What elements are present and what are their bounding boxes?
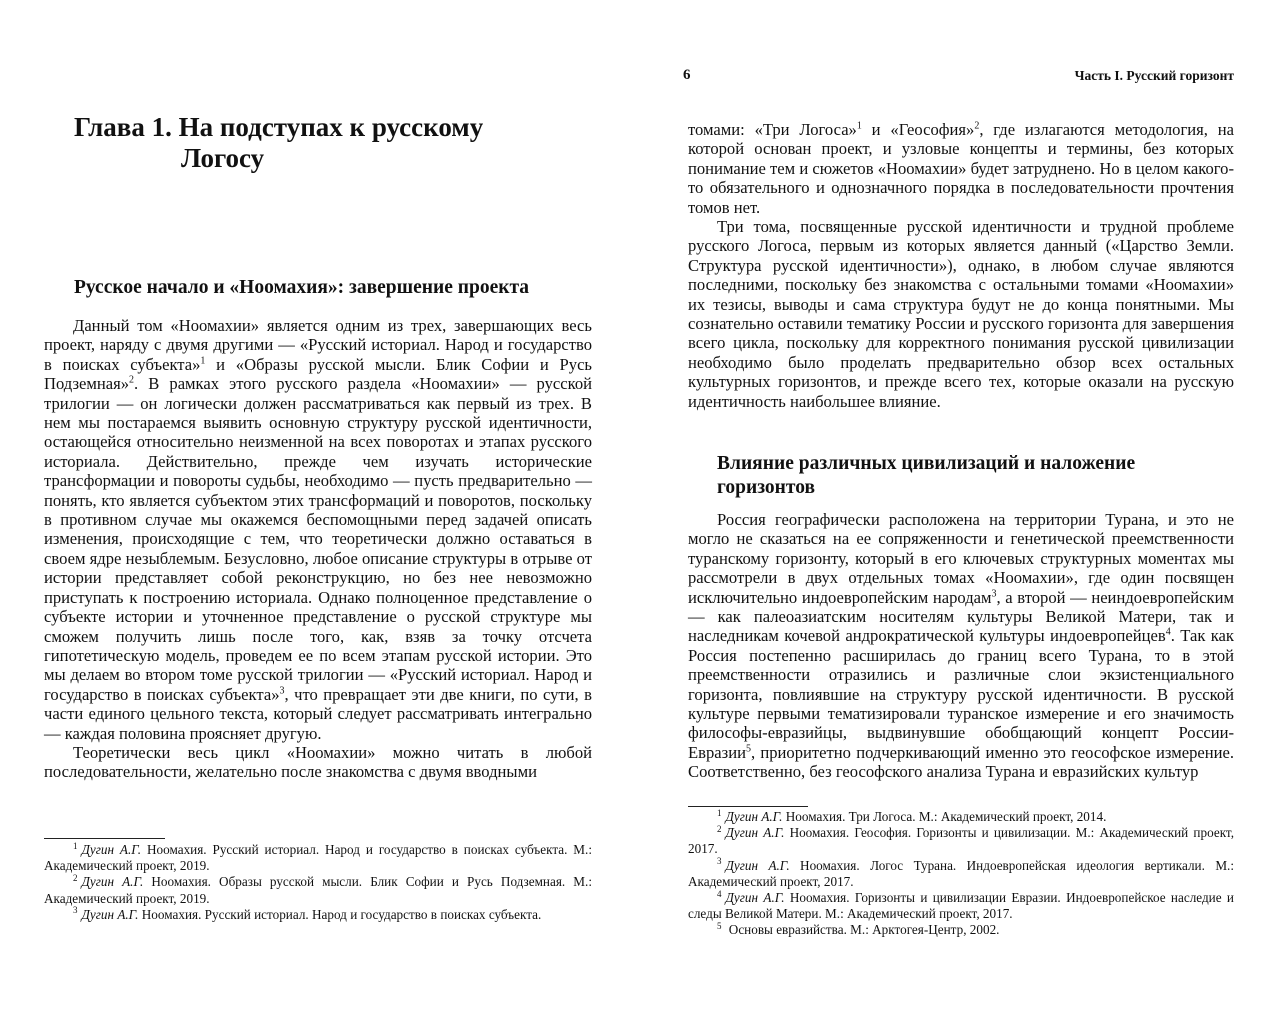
chapter-title-line2: Логосу	[181, 143, 265, 173]
footnote-number: 3	[73, 905, 78, 916]
section-title: Русское начало и «Ноомахия»: завершение проекта	[74, 277, 530, 298]
chapter-title-line1: На подступах к русскому	[178, 112, 484, 142]
footnote	[688, 858, 1234, 890]
footnote	[44, 907, 592, 923]
paragraph	[688, 120, 1234, 217]
paragraph: Три тома, посвященные русской идентичности и трудной проблеме русского Логоса, первым из которых является данный («Царство Земли. Структура русской идентичности»), однако, в любом случае являются последними, поскольку без знакомства с остальными томами «Ноомахии» их тезисы, выводы и сама структура будут не до конца понятными. Мы сознательно оставили тематику России и русского горизонта для завершения всего цикла, поскольку для корректного понимания русской цивилизации необходимо было проделать предварительно обзор всех остальных культурных горизонтов, и прежде всего тех, которые оказали на русскую идентичность наибольшее влияние.	[688, 217, 1234, 411]
footnote-number: 5	[717, 921, 722, 932]
footnote-text: Ноомахия. Русский историал. Народ и государство в поисках субъекта. М.: Академический проект, 2019.	[44, 842, 592, 874]
footnote-author: Дугин А.Г.	[725, 825, 785, 841]
footnote-number: 2	[73, 873, 78, 884]
footnote-ref[interactable]: 3	[279, 685, 285, 697]
footnote-author: Дугин А.Г.	[725, 857, 790, 873]
footnote-ref[interactable]: 3	[991, 588, 997, 600]
footnote	[44, 842, 592, 874]
text: томами: «Три Логоса»	[688, 120, 857, 139]
footnote-author: Дугин А.Г.	[81, 842, 142, 857]
text: , приоритетно подчеркивающий именно это геософское измерение. Соответственно, без геософского анализа Турана и евразийских культур	[688, 742, 1234, 782]
footnote-ref[interactable]: 1	[200, 355, 206, 367]
body-text	[44, 316, 592, 782]
text: и «Образы русской мысли. Блик Софии и Русь Подземная»	[44, 354, 592, 394]
text: и «Геософия»	[861, 120, 975, 139]
text: Россия географически расположена на территории Турана, и это не могло не сказаться на ее сопряженности и генетической преемственности туранскому горизонту, который в его ключевых структурных моментах мы рассмотрели в двух отдельных томах «Ноомахии», где один посвящен исключительно индоевропейским народам	[688, 510, 1234, 607]
footnote-separator	[688, 806, 808, 807]
footnote-text: Ноомахия. Образы русской мысли. Блик Софии и Русь Подземная. М.: Академический проект, 2019.	[44, 874, 592, 906]
footnote-number: 3	[717, 856, 722, 867]
footnote-text: Ноомахия. Логос Турана. Индоевропейская идеология вертикали. М.: Академический проект, 2017.	[688, 857, 1235, 889]
text: , что превращает эти две книги, по сути, в части единого цельного текста, который следует рассматривать интегрально — каждая половина проясняет другую.	[44, 684, 592, 743]
footnote-author: Дугин А.Г.	[81, 906, 139, 922]
footnotes	[44, 842, 592, 923]
footnote-ref[interactable]: 2	[129, 374, 135, 386]
footnote-author: Дугин А.Г.	[81, 874, 144, 890]
paragraph: Теоретически весь цикл «Ноомахии» можно читать в любой последовательности, желательно после знакомства с двумя вводными	[44, 742, 592, 782]
footnote	[44, 874, 592, 906]
paragraph	[688, 510, 1234, 782]
footnote-text: Основы евразийства. М.: Арктогея-Центр, 2002.	[725, 922, 1000, 938]
footnote-text: Ноомахия. Горизонты и цивилизации Евразии. Индоевропейское наследие и следы Великой Матери. М.: Академический проект, 2017.	[688, 890, 1234, 922]
footnote	[688, 890, 1234, 922]
section-title: Влияние различных цивилизаций и наложение горизонтов	[717, 453, 1136, 498]
text: . Так как Россия постепенно расширилась до границ всего Турана, то в этой преемственности отразились и различные слои экзистенциального горизонта, повлиявшие на структуру русской идентичности. В русской культуре первыми тематизировали туранское измерение и его значимость философы-евразийцы, выдвинувшие обобщающий концепт России-Евразии	[688, 626, 1234, 762]
footnote-text: Ноомахия. Русский историал. Народ и государство в поисках субъекта.	[138, 906, 542, 922]
footnote-separator	[44, 838, 165, 839]
running-title: Часть I. Русский горизонт	[1074, 68, 1234, 83]
footnote-number: 1	[717, 807, 722, 818]
body-text	[688, 510, 1234, 782]
body-text	[688, 120, 1234, 411]
footnote-ref[interactable]: 1	[856, 120, 862, 132]
right-page	[640, 0, 1280, 1024]
footnotes	[688, 809, 1234, 939]
footnote-ref[interactable]: 2	[974, 120, 980, 132]
text: , а второй — неиндоевропейским — как палеоазиатским носителям культуры Великой Матери, так и наследникам кочевой андрократической культуры индоевропейцев	[688, 587, 1234, 646]
footnote-number: 1	[73, 840, 78, 851]
footnote-author: Дугин А.Г.	[725, 890, 785, 906]
page-number: 6	[683, 67, 691, 83]
chapter-number: Глава 1.	[74, 112, 172, 142]
text: . В рамках этого русского раздела «Ноомахии» — русской трилогии — он логически должен рассматриваться как первый из трех. В нем мы постараемся выявить основную структуру русской идентичности, остающейся относительно неизменной на всех поворотах и этапах русского историала. Действительно, прежде чем изучать исторические трансформации и повороты судьбы, необходимо — пусть предварительно — понять, кто является субъектом этих трансформаций и поворотов, поскольку в противном случае мы окажемся беспомощными перед задачей описать изменения, происходящие с тем, что теоретически должно оставаться в своем ядре незыблемым. Безусловно, любое описание структуры в отрыве от истории представляет собой реконструкцию, но без нее невозможно приступать к построению историала. Однако полноценное представление о субъекте истории и уточненное представление о русской структуре мы сможем получить лишь после того, как, взяв за точку отсчета гипотетическую модель, проведем ее по всем этапам русской истории. Это мы делаем во втором томе русской трилогии — «Русский историал. Народ и государство в поисках субъекта»	[44, 374, 592, 704]
footnote-text: Ноомахия. Три Логоса. М.: Академический проект, 2014.	[782, 809, 1107, 824]
text: , где излагаются методология, на которой основан проект, и узловые концепты и термины, без которых понимание тем и сюжетов «Ноомахии» будет затруднено. Но в целом какого-то обязательного и однозначного порядка в последовательности прочтения томов нет.	[688, 120, 1234, 217]
footnote-number: 2	[717, 823, 722, 834]
footnote	[688, 825, 1234, 857]
footnote-text: Ноомахия. Геософия. Горизонты и цивилизации. М.: Академический проект, 2017.	[688, 825, 1234, 857]
text: Данный том «Ноомахии» является одним из трех, завершающих весь проект, наряду с двумя другими — «Русский историал. Народ и государство в поисках субъекта»	[44, 316, 592, 374]
chapter-title	[74, 112, 594, 174]
footnote-author: Дугин А.Г.	[725, 809, 783, 824]
footnote-ref[interactable]: 4	[1165, 626, 1171, 638]
footnote	[688, 809, 1234, 825]
footnote-number: 4	[717, 888, 722, 899]
footnote-ref[interactable]: 5	[745, 743, 751, 755]
footnote	[688, 922, 1234, 938]
paragraph	[44, 316, 592, 743]
